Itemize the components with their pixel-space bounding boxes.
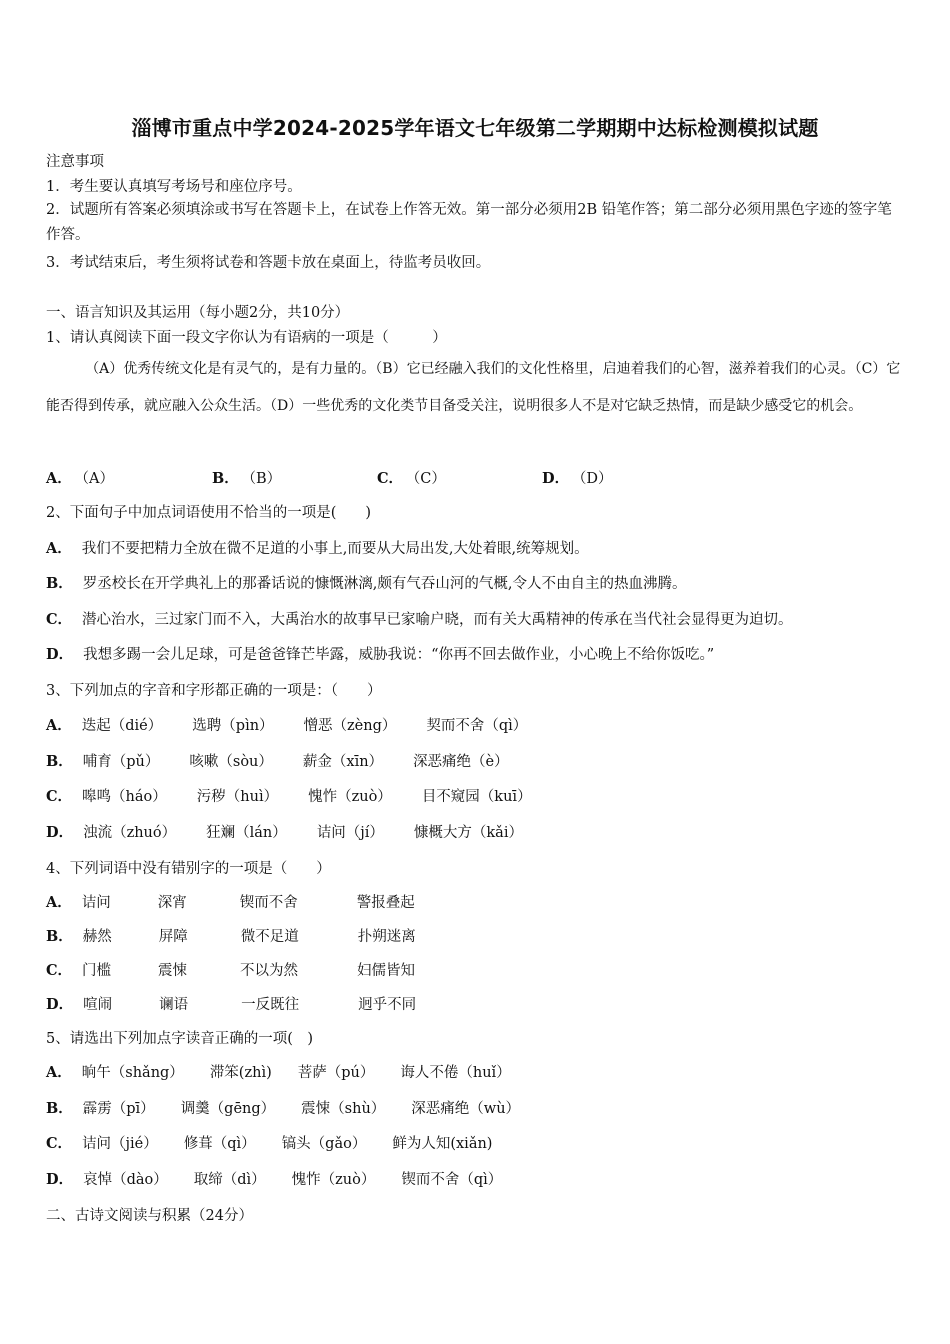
option-word: 选聘（pìn） xyxy=(192,718,274,734)
option-word: 震悚 xyxy=(158,963,188,979)
section1-heading: 一、语言知识及其运用（每小题2分，共10分） xyxy=(46,305,350,321)
notice-heading: 注意事项 xyxy=(46,154,104,170)
option-label: D． xyxy=(46,824,74,841)
option-label: D． xyxy=(542,470,570,487)
q3-option-c xyxy=(46,785,562,806)
option-label: B． xyxy=(46,753,73,770)
option-word: 诘问 xyxy=(81,895,111,911)
option-word: 深恶痛绝（wù） xyxy=(411,1101,521,1117)
option-label: B． xyxy=(46,1100,73,1117)
notice-item-1: 1．考生要认真填写考场号和座位序号。 xyxy=(46,179,302,195)
option-label: D． xyxy=(46,646,74,663)
section2-heading: 二、古诗文阅读与积累（24分） xyxy=(46,1208,253,1224)
q2-option-b xyxy=(46,572,686,593)
option-word: 一反既往 xyxy=(241,997,300,1013)
option-word: 慷概大方（kǎi） xyxy=(413,825,523,841)
q3-option-d xyxy=(46,821,553,842)
option-label: A． xyxy=(46,1064,72,1081)
option-label: A． xyxy=(46,470,72,487)
q4-option-c xyxy=(46,959,445,980)
option-word: 赫然 xyxy=(82,929,112,945)
option-label: A． xyxy=(46,894,72,911)
option-word: 狂斓（lán） xyxy=(206,825,287,841)
option-word: 咳嗽（sòu） xyxy=(189,754,273,770)
option-label: C． xyxy=(377,470,404,487)
option-text: （A） xyxy=(81,471,114,487)
q2-option-a xyxy=(46,537,589,558)
option-label: B． xyxy=(46,575,73,592)
q1-option-a xyxy=(46,467,114,488)
option-word: 哀悼（dào） xyxy=(83,1172,168,1188)
option-word: 目不窥园（kuī） xyxy=(421,789,532,805)
option-label: D． xyxy=(46,996,74,1013)
option-text: （C） xyxy=(413,471,446,487)
option-text: 我想多踢一会儿足球，可是爸爸锋芒毕露，威胁我说：“你再不回去做作业，小心晚上不给你饭吃。” xyxy=(83,647,715,663)
option-label: B． xyxy=(212,470,239,487)
option-word: 妇儒皆知 xyxy=(357,963,416,979)
option-word: 诲人不倦（huǐ） xyxy=(400,1065,511,1081)
q5-option-b xyxy=(46,1097,550,1118)
option-word: 调羹（gēng） xyxy=(180,1101,276,1117)
option-text: 我们不要把精力全放在微不足道的小事上,而要从大局出发,大处着眼,统筹规划。 xyxy=(81,541,589,557)
option-word: 锲而不舍 xyxy=(239,895,298,911)
option-label: C． xyxy=(46,611,73,628)
q4-stem: 4、下列词语中没有错别字的一项是（ ） xyxy=(46,861,331,877)
q4-option-b xyxy=(46,925,446,946)
q5-stem: 5、请选出下列加点字读音正确的一项( ) xyxy=(46,1031,314,1047)
option-label: A． xyxy=(46,540,72,557)
option-word: 门槛 xyxy=(82,963,112,979)
option-word: 扑朔迷离 xyxy=(357,929,416,945)
option-word: 憎恶（zèng） xyxy=(303,718,397,734)
q4-option-a xyxy=(46,891,445,912)
q4-option-d xyxy=(46,993,446,1014)
option-word: 深恶痛绝（è） xyxy=(413,754,509,770)
option-word: 深宵 xyxy=(157,895,187,911)
option-word: 不以为然 xyxy=(240,963,299,979)
option-label: B． xyxy=(46,928,73,945)
option-word: 菩萨（pú） xyxy=(297,1065,375,1081)
option-word: 谰语 xyxy=(159,997,189,1013)
option-word: 薪金（xīn） xyxy=(302,754,384,770)
q1-option-b xyxy=(212,467,281,488)
notice-item-3: 3．考试结束后，考生须将试卷和答题卡放在桌面上，待监考员收回。 xyxy=(46,255,491,271)
option-word: 晌午（shǎng） xyxy=(81,1065,184,1081)
option-word: 污秽（huì） xyxy=(196,789,279,805)
option-word: 修葺（qì） xyxy=(183,1136,256,1152)
q3-option-a xyxy=(46,714,557,735)
option-word: 迥乎不同 xyxy=(358,997,417,1013)
q1-passage: （A）优秀传统文化是有灵气的，是有力量的。（B）它已经融入我们的文化性格里，启迪着我们的心智，滋养着我们的心灵。（C）它能否得到传承，就应融入公众生活。（D）一些优秀的文化类节目备受关注，说明很多人不是对它缺乏热情，而是缺少感受它的机会。 xyxy=(46,361,901,414)
q3-option-b xyxy=(46,750,539,771)
option-word: 迭起（dié） xyxy=(81,718,163,734)
option-word: 哺育（pǔ） xyxy=(82,754,160,770)
option-word: 锲而不舍（qì） xyxy=(401,1172,503,1188)
option-word: 微不足道 xyxy=(240,929,299,945)
option-label: C． xyxy=(46,788,73,805)
option-word: 霹雳（pī） xyxy=(82,1101,155,1117)
option-text: 潜心治水，三过家门而不入，大禹治水的故事早已家喻户晓，而有关大禹精神的传承在当代社会显得更为迫切。 xyxy=(82,612,793,628)
option-word: 取缔（dì） xyxy=(193,1172,266,1188)
option-word: 愧怍（zuò） xyxy=(291,1172,376,1188)
exam-title: 淄博市重点中学2024-2025学年语文七年级第二学期期中达标检测模拟试题 xyxy=(131,116,819,140)
q1-option-d xyxy=(542,467,612,488)
option-word: 诘问（jié） xyxy=(82,1136,158,1152)
option-text: （B） xyxy=(248,471,282,487)
option-word: 镐头（gǎo） xyxy=(281,1136,367,1152)
q2-option-d xyxy=(46,643,714,664)
option-word: 嗥鸣（háo） xyxy=(82,789,167,805)
option-word: 鲜为人知(xiǎn) xyxy=(392,1136,493,1152)
option-text: （D） xyxy=(579,471,613,487)
option-label: D． xyxy=(46,1171,74,1188)
option-label: C． xyxy=(46,962,73,979)
option-word: 震悚（shù） xyxy=(301,1101,386,1117)
option-word: 契而不舍（qì） xyxy=(426,718,528,734)
q2-option-c xyxy=(46,608,793,629)
q1-stem: 1、请认真阅读下面一段文字你认为有语病的一项是（ ） xyxy=(46,330,447,346)
q5-option-a xyxy=(46,1061,541,1082)
notice-item-2: 2．试题所有答案必须填涂或书写在答题卡上，在试卷上作答无效。第一部分必须用2B 铅笔作答；第二部分必须用黑色字迹的签字笔作答。 xyxy=(46,202,892,243)
q3-stem: 3、下列加点的字音和字形都正确的一项是：（ ） xyxy=(46,683,382,699)
option-label: C． xyxy=(46,1135,73,1152)
option-label: A． xyxy=(46,717,72,734)
q1-option-c xyxy=(377,467,446,488)
option-word: 诘问（jí） xyxy=(316,825,384,841)
option-word: 浊流（zhuó） xyxy=(83,825,177,841)
option-word: 警报叠起 xyxy=(356,895,415,911)
option-word: 滞笨(zhì) xyxy=(209,1065,272,1081)
q5-option-d xyxy=(46,1168,532,1189)
option-word: 喧闹 xyxy=(83,997,113,1013)
q5-option-c xyxy=(46,1132,522,1153)
q2-stem: 2、下面句子中加点词语使用不恰当的一项是( ) xyxy=(46,505,372,521)
option-word: 屏障 xyxy=(158,929,188,945)
option-word: 愧怍（zuò） xyxy=(308,789,392,805)
option-text: 罗丞校长在开学典礼上的那番话说的慷慨淋漓,颇有气吞山河的气概,令人不由自主的热血沸腾。 xyxy=(82,576,687,592)
